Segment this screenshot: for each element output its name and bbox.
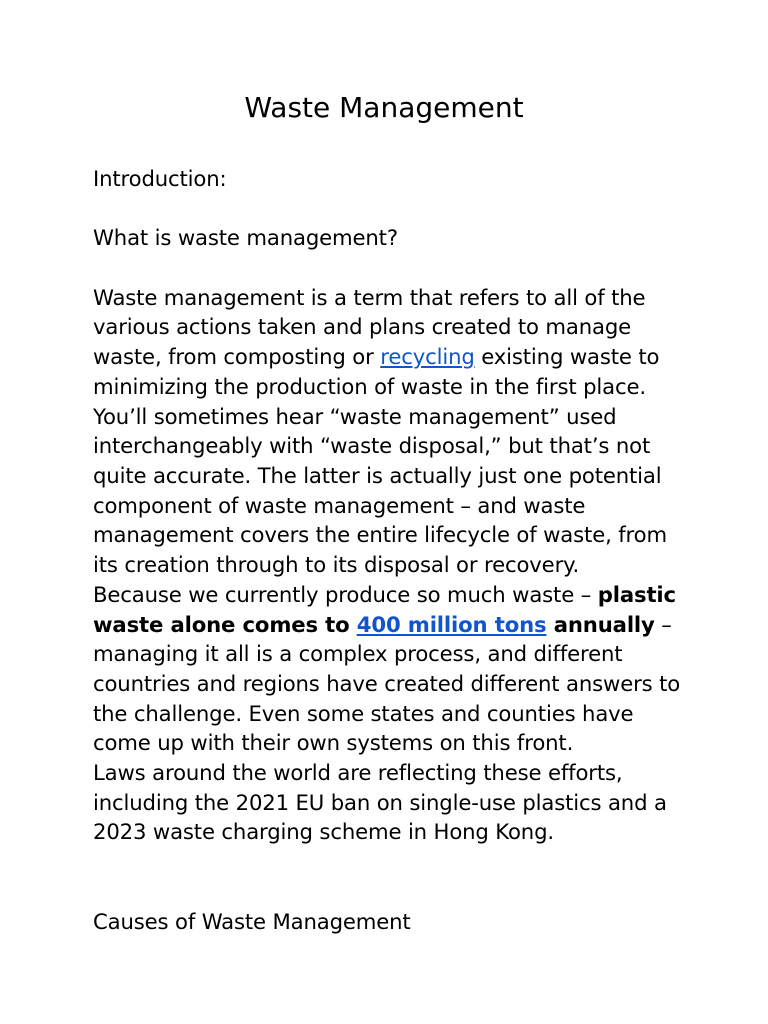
question-heading: What is waste management? [93,225,398,251]
paragraph-definition [93,283,683,580]
paragraph-volume [93,580,683,758]
paragraph-volume-bold-text-2: annually [546,611,655,637]
causes-heading: Causes of Waste Management [93,908,411,934]
blank-line [93,194,683,224]
document-body [93,164,683,936]
blank-line [93,253,683,283]
intro-heading: Introduction: [93,166,227,191]
paragraph-volume-text-1: Because we currently produce so much waste – [93,581,598,607]
paragraph-laws: Laws around the world are reflecting these efforts, including the 2021 EU ban on single-use plastics and a 2023 waste charging scheme in Hong Kong. [93,760,667,845]
blank-lines [93,847,683,906]
recycling-link[interactable]: recycling [380,344,475,370]
plastic-tons-link[interactable]: 400 million tons [356,611,547,637]
paragraph-volume-text-2: – managing it all is a complex process, and different countries and regions have created different answers to the challenge. Even some states and counties have come up with their own systems on this front. [93,611,681,756]
paragraph-definition-text-2: existing waste to minimizing the production of waste in the first place. You’ll sometimes hear “waste management” used interchangeably with “waste disposal,” but that’s not quite accurate. The latter is actually just one potential component of waste management – and waste management covers the entire lifecycle of waste, from its creation through to its disposal or recovery. [93,344,667,578]
paragraph-definition-text-1: Waste management is a term that refers to all of the various actions taken and plans created to manage waste, from composting or [93,284,646,370]
paragraph-volume-bold-text-1: plastic waste alone comes to [93,581,676,637]
document-title: Waste Management [244,91,524,124]
